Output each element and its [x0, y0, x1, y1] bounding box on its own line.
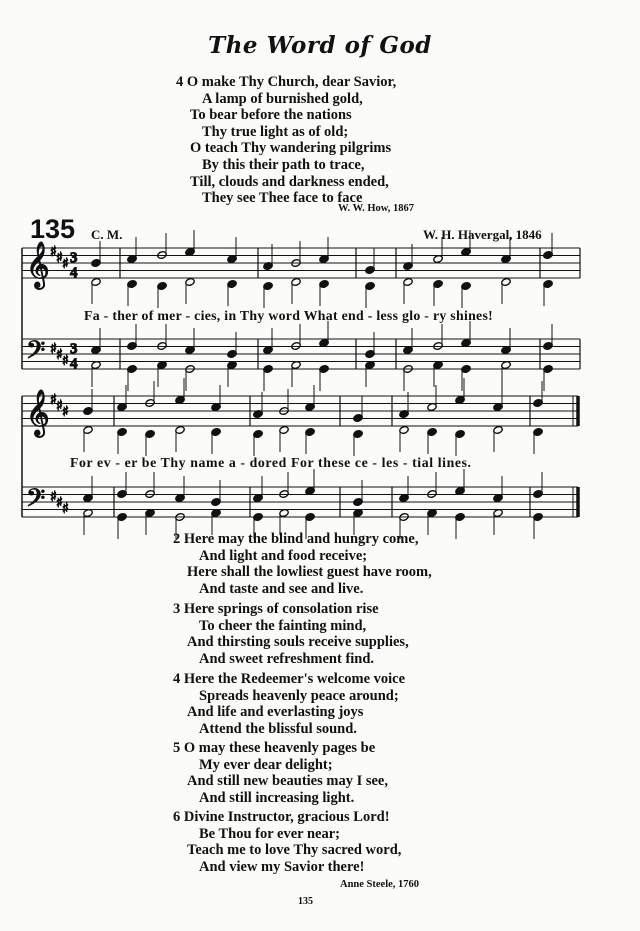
sharp-icon: ♯ — [62, 404, 69, 420]
sharp-icon: ♯ — [56, 347, 63, 363]
stanza-number: 3 — [173, 601, 181, 617]
stanza-number: 5 — [173, 740, 181, 756]
stanza-line: To bear before the nations — [190, 107, 352, 124]
stanza-number: 6 — [173, 809, 181, 825]
stanza-line: And taste and see and live. — [199, 580, 364, 597]
stanza-line: By this their path to trace, — [202, 156, 365, 173]
sharp-icon: ♯ — [50, 392, 57, 408]
treble-clef-icon: 𝄞 — [26, 390, 50, 436]
stanza-number: 4 — [173, 671, 181, 687]
sharp-icon: ♯ — [56, 250, 63, 266]
time-signature: 3 — [70, 250, 78, 266]
stanza-line: To cheer the fainting mind, — [199, 617, 367, 634]
sharp-icon: ♯ — [56, 398, 63, 414]
stanza-6: 6 Divine Instructor, gracious Lord! Be Thou for ever near; Teach me to love Thy sacred word, And view my Savior there! — [173, 809, 402, 875]
prev-hymn-credit: W. W. How, 1867 — [338, 203, 415, 214]
bass-clef-icon: 𝄢 — [26, 336, 46, 371]
stanza-line: And still increasing light. — [199, 789, 355, 806]
sharp-icon: ♯ — [62, 256, 69, 272]
stanza-line: And thirsting souls receive supplies, — [187, 634, 409, 651]
sharp-icon: ♯ — [62, 501, 69, 517]
stanza-line: Thy true light as of old; — [202, 123, 349, 140]
stanza-line: Teach me to love Thy sacred word, — [187, 842, 402, 859]
stanza-line: And still new beauties may I see, — [187, 773, 388, 790]
stanza-line: Attend the blissful sound. — [199, 720, 357, 737]
lyrics-line-2: For ev - er be Thy name a - dored For these ce - les - tial lines. — [70, 455, 472, 470]
sharp-icon: ♯ — [50, 341, 57, 357]
hymn-composer: W. H. Havergal, 1846 — [423, 227, 542, 242]
time-signature: 4 — [70, 265, 78, 281]
lyrics-line-1: Fa - ther of mer - cies, in Thy word What end - less glo - ry shines! — [84, 308, 494, 323]
stanza-2: 2 Here may the blind and hungry come, And light and food receive; Here shall the lowliest guest have room, And taste and see and live. — [173, 531, 432, 597]
sharp-icon: ♯ — [50, 489, 57, 505]
stanza-line: Till, clouds and darkness ended, — [190, 173, 389, 190]
stanza-4: 4 Here the Redeemer's welcome voice Spreads heavenly peace around; And life and everlasting joys Attend the blissful sound. — [173, 671, 406, 737]
time-signature: 3 — [70, 341, 78, 357]
treble-clef-icon: 𝄞 — [26, 242, 50, 288]
sharp-icon: ♯ — [50, 244, 57, 260]
page-title: The Word of God — [208, 32, 432, 59]
stanza-line: And view my Savior there! — [199, 858, 365, 875]
bass-clef-icon: 𝄢 — [26, 484, 46, 519]
stanza-number: 2 — [173, 531, 181, 547]
staff-lines-group — [22, 230, 580, 539]
stanza-line: And light and food receive; — [199, 547, 368, 564]
stanza-line: My ever dear delight; — [199, 756, 333, 773]
page-number: 135 — [298, 896, 313, 907]
stanza-line: And life and everlasting joys — [187, 704, 364, 721]
stanza-5: 5 O may these heavenly pages be My ever dear delight; And still new beauties may I see, And still increasing light. — [173, 740, 388, 806]
hymn-meter: C. M. — [91, 227, 123, 242]
hymn-number: 135 — [30, 214, 76, 244]
stanza-number: 4 — [176, 74, 184, 90]
stanza-line: A lamp of burnished gold, — [202, 90, 363, 107]
stanza-line: Spreads heavenly peace around; — [199, 687, 399, 704]
stanza-line: Be Thou for ever near; — [199, 825, 340, 842]
sharp-icon: ♯ — [56, 495, 63, 511]
stanza-line: They see Thee face to face — [202, 190, 363, 207]
stanza-3: 3 Here springs of consolation rise To cheer the fainting mind, And thirsting souls receive supplies, And sweet refreshment find. — [173, 601, 409, 667]
stanza-line: Here shall the lowliest guest have room, — [187, 564, 432, 581]
sharp-icon: ♯ — [62, 353, 69, 369]
stanza-line: O teach Thy wandering pilgrims — [190, 140, 392, 157]
time-signature: 4 — [70, 356, 78, 372]
stanza-line: 4 O make Thy Church, dear Savior, — [176, 74, 397, 90]
stanza-line: And sweet refreshment find. — [199, 650, 375, 667]
author-credit: Anne Steele, 1760 — [340, 879, 420, 890]
